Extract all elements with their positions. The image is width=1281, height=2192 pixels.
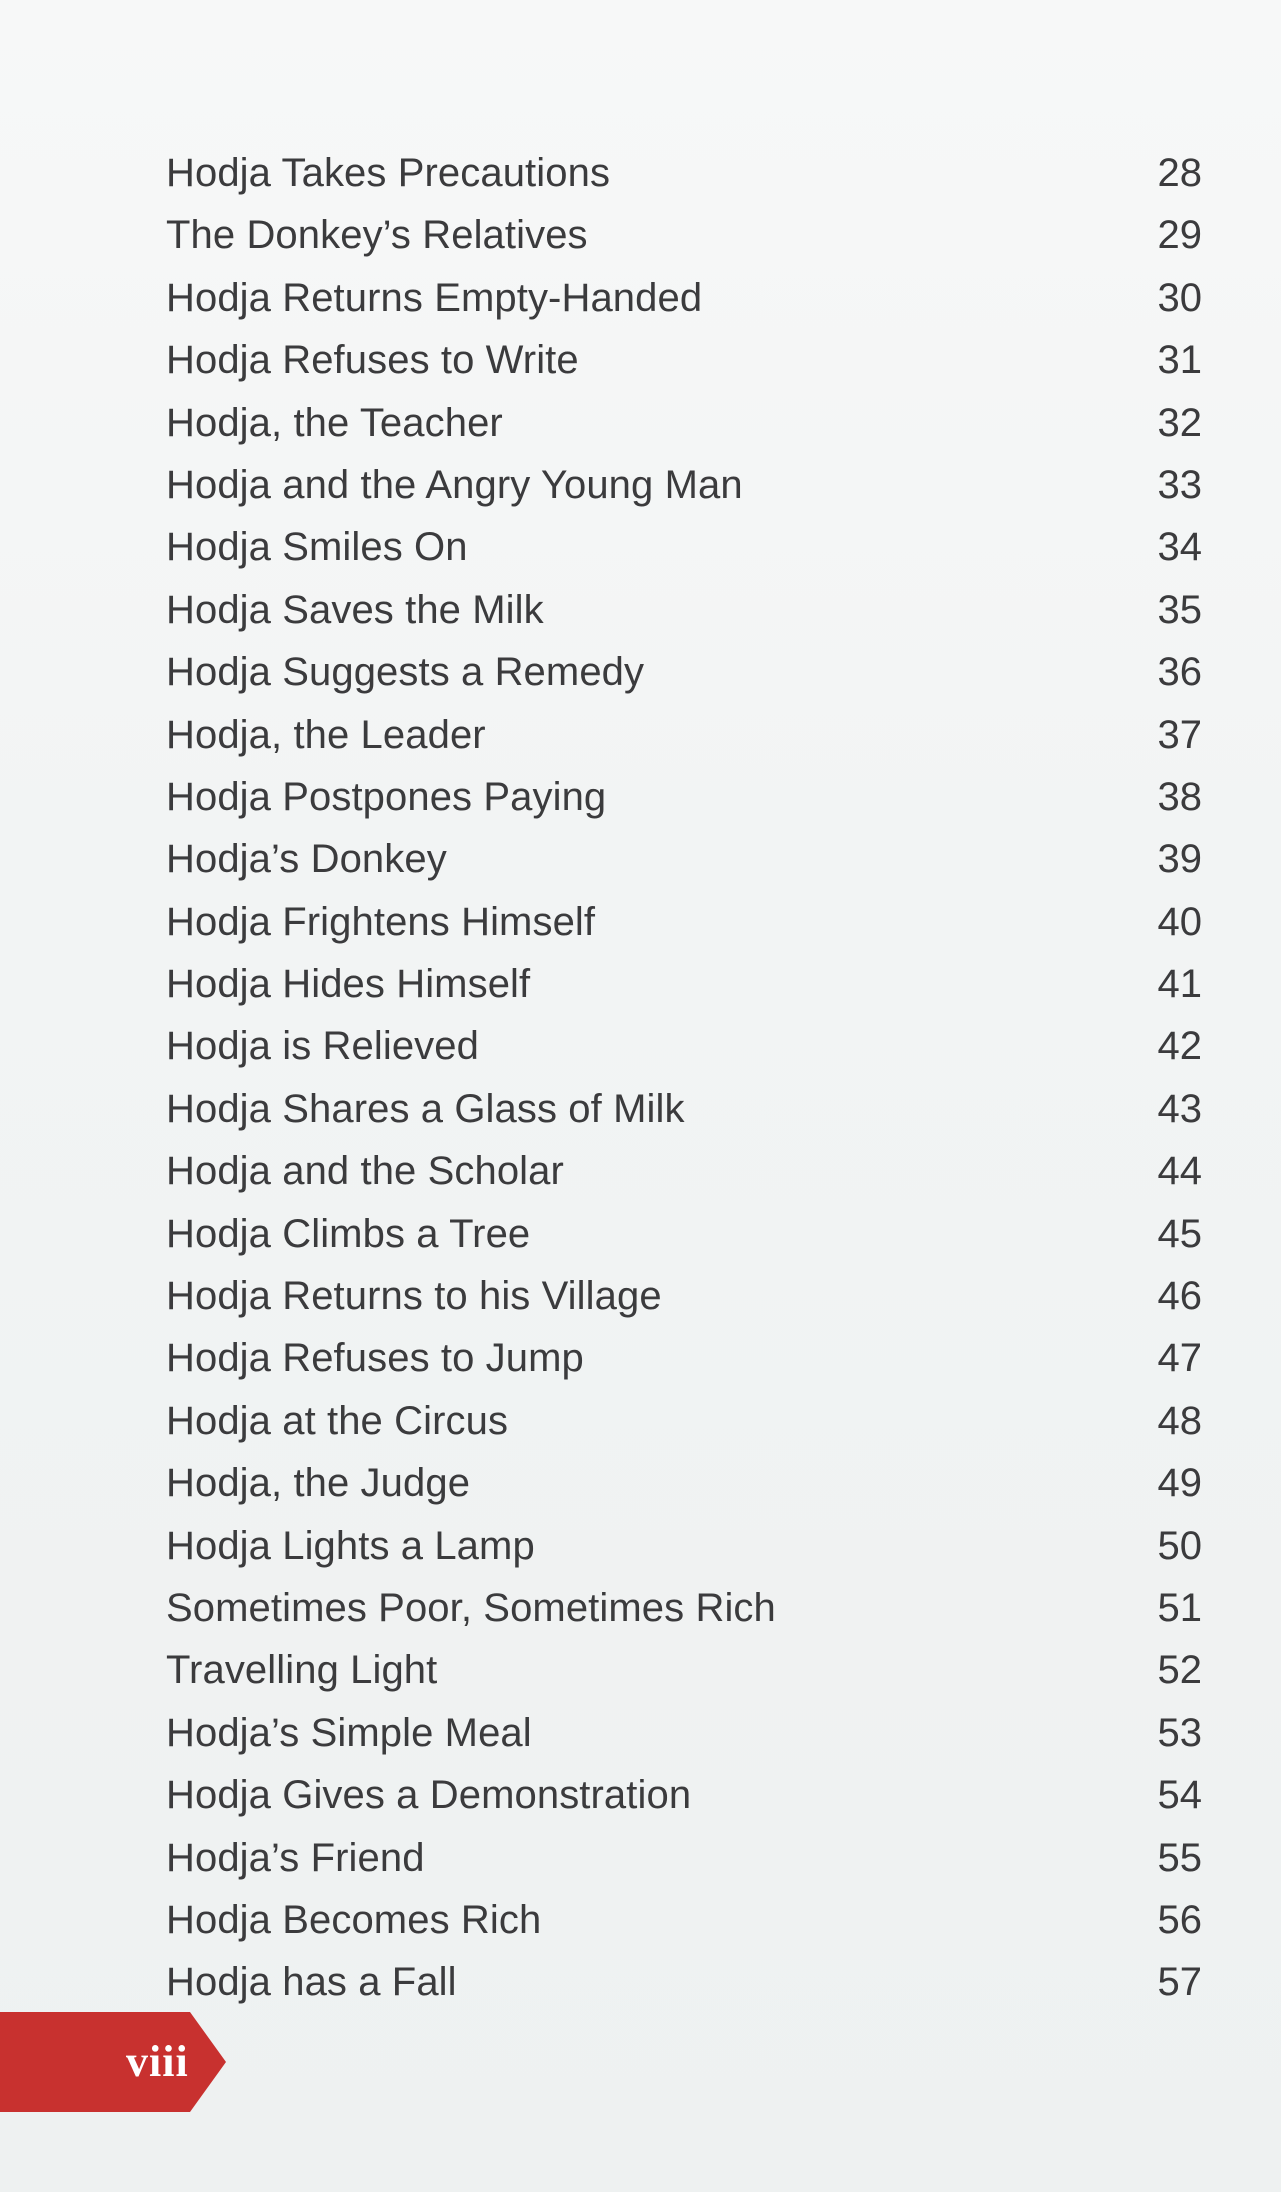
toc-entry-page: 36: [1157, 650, 1202, 695]
toc-entry: [166, 1140, 1220, 1202]
toc-entry-page: 38: [1157, 774, 1202, 819]
toc-entry-title: Hodja Takes Precautions: [166, 151, 611, 195]
page-number-tab-shape: [0, 2012, 228, 2112]
toc-entry-title: Sometimes Poor, Sometimes Rich: [166, 1585, 776, 1630]
toc-entry-title: Hodja Refuses to Jump: [166, 1336, 584, 1381]
toc-entry: [166, 953, 1220, 1015]
toc-entry-title: Hodja’s Donkey: [166, 837, 447, 882]
toc-entry-title: The Donkey’s Relatives: [166, 213, 588, 258]
toc-entry-title: Hodja has a Fall: [166, 1960, 457, 2005]
toc-entry-page: 39: [1157, 837, 1202, 882]
toc-entry-title: Hodja Becomes Rich: [166, 1897, 542, 1942]
toc-entry-page: 37: [1157, 712, 1202, 757]
toc-entry-page: 43: [1157, 1086, 1202, 1131]
toc-entry: [166, 641, 1220, 703]
toc-entry-page: 47: [1157, 1336, 1202, 1381]
toc-entry: [166, 1951, 1220, 2013]
toc-entry-page: 46: [1157, 1274, 1202, 1319]
toc-entry-page: 56: [1157, 1897, 1202, 1942]
toc-entry-title: Hodja Returns to his Village: [166, 1274, 662, 1319]
toc-entry-title: Hodja Refuses to Write: [166, 338, 579, 383]
toc-entry-title: Hodja at the Circus: [166, 1398, 509, 1443]
toc-entry-page: 29: [1157, 213, 1202, 258]
page-number: viii: [126, 2037, 189, 2086]
toc-entry: [166, 1827, 1220, 1889]
toc-entry-page: 44: [1157, 1149, 1202, 1194]
toc-entry-title: Hodja Saves the Milk: [166, 587, 544, 632]
toc-entry: [166, 1203, 1220, 1265]
toc-entry-title: Hodja Frightens Himself: [166, 899, 596, 944]
toc-entry: [166, 1452, 1220, 1514]
toc-entry-page: 48: [1157, 1398, 1202, 1443]
toc-entry-title: Hodja Shares a Glass of Milk: [166, 1086, 685, 1131]
toc-entry-title: Hodja and the Angry Young Man: [166, 462, 743, 507]
toc-entry-title: Hodja’s Simple Meal: [166, 1710, 532, 1755]
toc-entry: [166, 1764, 1220, 1826]
toc-entry: [166, 516, 1220, 578]
toc-entry-title: Hodja Hides Himself: [166, 962, 531, 1007]
toc-entry-page: 45: [1157, 1211, 1202, 1256]
toc-entry-title: Hodja, the Judge: [166, 1461, 471, 1506]
toc-entry-page: 28: [1157, 151, 1202, 195]
toc-entry: [166, 454, 1220, 516]
toc-entry-title: Hodja Gives a Demonstration: [166, 1773, 692, 1818]
toc-entry: [166, 142, 1220, 204]
toc-entry-title: Hodja and the Scholar: [166, 1149, 564, 1194]
toc-entry: [166, 1702, 1220, 1764]
toc-entry-page: 41: [1157, 962, 1202, 1007]
toc-entry-page: 54: [1157, 1773, 1202, 1818]
toc-entry: [166, 1577, 1220, 1639]
toc-entry: [166, 891, 1220, 953]
toc-entry-page: 49: [1157, 1461, 1202, 1506]
toc-entry-title: Hodja’s Friend: [166, 1835, 425, 1880]
toc-entry: [166, 1078, 1220, 1140]
toc-entry-title: Hodja Smiles On: [166, 525, 468, 570]
toc-entry-page: 34: [1157, 525, 1202, 570]
toc-entry-page: 35: [1157, 587, 1202, 632]
toc-entry-title: Hodja, the Leader: [166, 712, 486, 757]
toc-entry-page: 32: [1157, 400, 1202, 445]
toc-entry-page: 55: [1157, 1835, 1202, 1880]
toc-entry-page: 33: [1157, 462, 1202, 507]
page-number-tab: [0, 2012, 228, 2112]
toc-entry: [166, 1889, 1220, 1951]
toc-entry-page: 57: [1157, 1960, 1202, 2005]
toc-entry: [166, 579, 1220, 641]
toc-entry: [166, 267, 1220, 329]
toc-entry-title: Hodja is Relieved: [166, 1024, 479, 1069]
toc-entry: [166, 1327, 1220, 1389]
toc-entry-page: 42: [1157, 1024, 1202, 1069]
toc-entry: [166, 766, 1220, 828]
toc-entry-page: 50: [1157, 1523, 1202, 1568]
toc-entry-title: Hodja Suggests a Remedy: [166, 650, 645, 695]
toc-entry: [166, 204, 1220, 266]
toc-entry: [166, 1639, 1220, 1701]
toc-entry: [166, 1390, 1220, 1452]
toc-entry: [166, 329, 1220, 391]
toc-entry-page: 40: [1157, 899, 1202, 944]
toc-entry-title: Hodja, the Teacher: [166, 400, 503, 445]
table-of-contents: [166, 142, 1220, 2014]
toc-entry: [166, 1015, 1220, 1077]
toc-entry: [166, 1265, 1220, 1327]
toc-entry-page: 53: [1157, 1710, 1202, 1755]
toc-entry-page: 30: [1157, 275, 1202, 320]
toc-entry-title: Hodja Climbs a Tree: [166, 1211, 531, 1256]
toc-entry-title: Hodja Returns Empty-Handed: [166, 275, 703, 320]
toc-entry-title: Hodja Lights a Lamp: [166, 1523, 535, 1568]
toc-entry-page: 51: [1157, 1585, 1202, 1630]
toc-entry: [166, 828, 1220, 890]
toc-entry-page: 52: [1157, 1648, 1202, 1693]
toc-entry-page: 31: [1157, 338, 1202, 383]
toc-entry: [166, 1515, 1220, 1577]
toc-entry-title: Hodja Postpones Paying: [166, 774, 607, 819]
toc-entry: [166, 392, 1220, 454]
toc-entry: [166, 704, 1220, 766]
toc-entry-title: Travelling Light: [166, 1648, 438, 1693]
